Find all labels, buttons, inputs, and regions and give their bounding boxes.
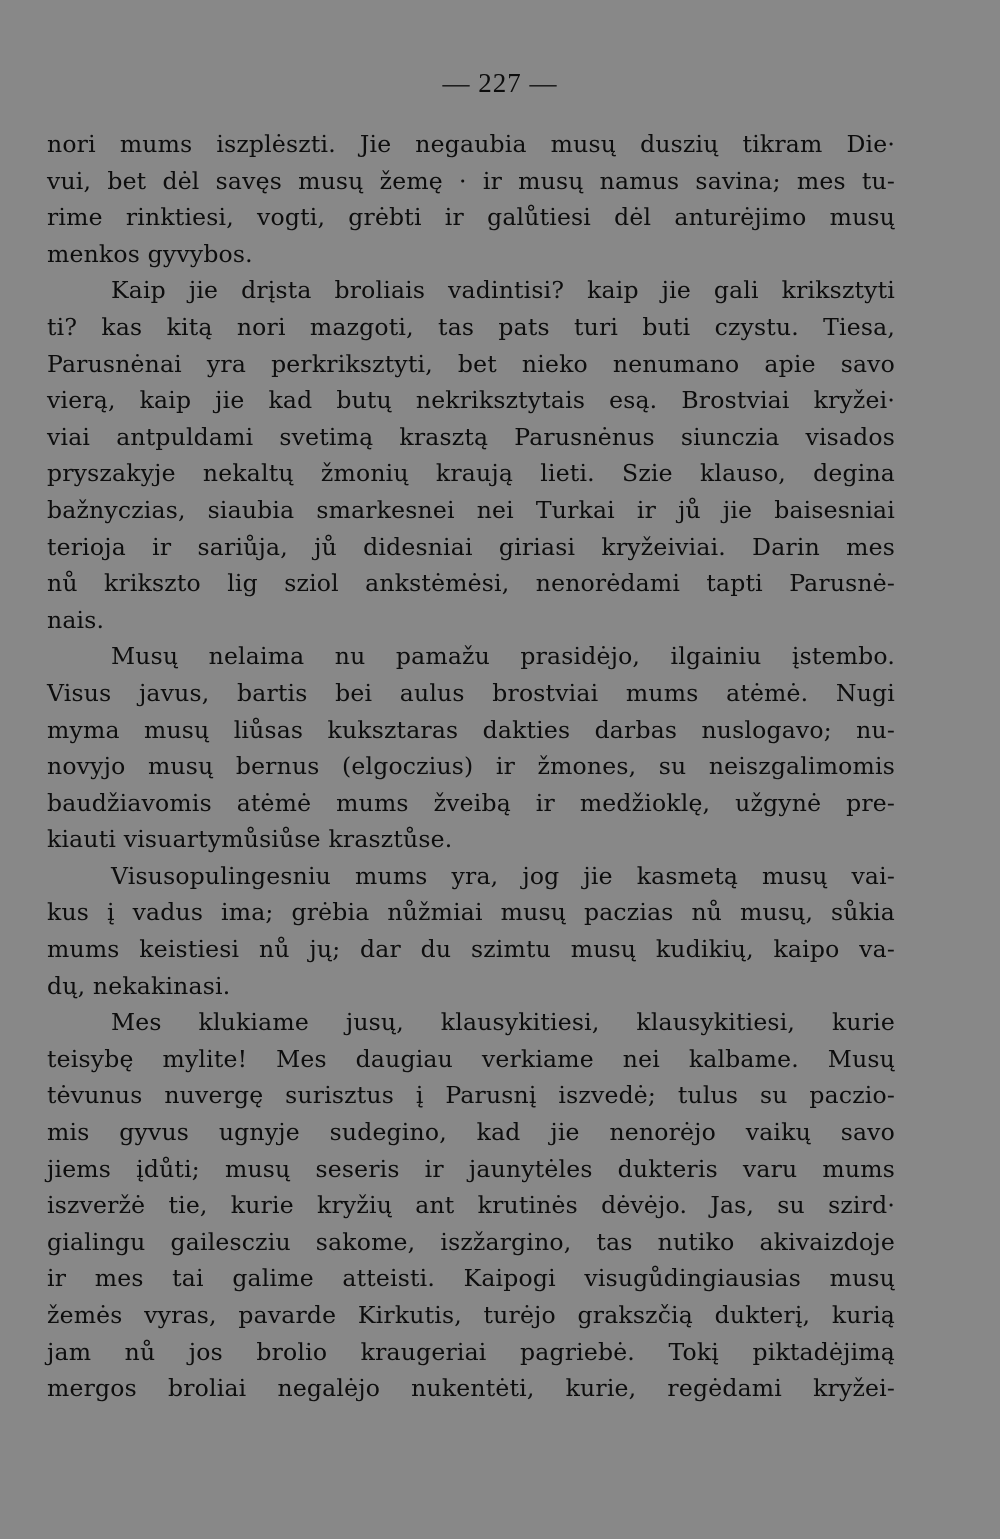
text-line: Visus javus, bartis bei aulus brostviai mums atėmė. Nugi <box>47 678 895 707</box>
text-line: tėvunus nuvergę surisztus į Parusnį iszvedė; tulus su paczio- <box>47 1081 895 1110</box>
text-line: viai antpuldami svetimą krasztą Parusnėnus siunczia visados <box>47 422 895 451</box>
text-line: menkos gyvybos. <box>47 239 253 268</box>
text-line: mis gyvus ugnyje sudegino, kad jie nenorėjo vaikų savo <box>47 1118 895 1147</box>
text-line: iszveržė tie, kurie kryžių ant krutinės dėvėjo. Jas, su szird· <box>47 1191 895 1220</box>
text-line: jam nů jos brolio kraugeriai pagriebė. Tokį piktadėjimą <box>47 1337 895 1366</box>
text-line: teisybę mylite! Mes daugiau verkiame nei kalbame. Musų <box>47 1044 895 1073</box>
text-line: Mes klukiame jusų, klausykitiesi, klausykitiesi, kurie <box>111 1008 895 1037</box>
text-line: novyjo musų bernus (elgoczius) ir žmones, su neiszgalimomis <box>47 752 895 781</box>
text-line: pryszakyje nekaltų žmonių kraują lieti. Szie klauso, degina <box>47 459 895 488</box>
text-line: vui, bet dėl savęs musų žemę · ir musų namus savina; mes tu- <box>47 166 895 195</box>
text-line: ir mes tai galime atteisti. Kaipogi visugůdingiausias musų <box>47 1264 895 1293</box>
text-line: nů kriksztо lig sziol ankstėmėsi, nenorėdami tapti Parusnė- <box>47 569 895 598</box>
text-line: ti? kas kitą nori mazgoti, tas pats turi buti czystu. Tiesa, <box>47 312 895 341</box>
text-line: gialingu gailesczіu sakome, iszžargino, tas nutiko akivaizdoje <box>47 1227 895 1256</box>
page-text <box>47 126 895 1407</box>
text-line: baudžiavomis atėmė mums žveibą ir medžioklę, užgynė pre- <box>47 788 895 817</box>
text-line: myma musų liůsas kuksztaras dakties darbas nuslogavo; nu- <box>47 715 895 744</box>
text-line: žemės vyras, pavarde Kirkutis, turėjo grakszčią dukterį, kurią <box>47 1301 895 1329</box>
text-line: rime rinktiesi, vogti, grėbti ir galůtiesi dėl anturėjimo musų <box>47 203 895 232</box>
text-line: mums keistiesi nů jų; dar du szimtu musų kudikių, kaipo va- <box>47 935 895 964</box>
text-line: mergos broliai negalėjo nukentėti, kurie, regėdami kryžei- <box>47 1374 895 1403</box>
text-line: kus į vadus ima; grėbia nůžmiai musų paczias nů musų, sůkia <box>47 898 895 927</box>
text-line: Musų nelaima nu pamažu prasidėjo, ilgainiu įstembo. <box>111 642 895 671</box>
text-line: Parusnėnai yra perkriksztyti, bet nieko nenumano apie savo <box>47 349 895 378</box>
text-line: Visusopulingesniu mums yra, jog jie kasmetą musų vai- <box>111 861 895 890</box>
text-line: nori mums iszplėszti. Jie negaubia musų duszių tikram Die· <box>47 130 895 158</box>
text-line: jiems įdůti; musų seseris ir jaunytėles dukteris varu mums <box>47 1154 895 1183</box>
text-line: terioja ir sariůja, jů didesniai giriasi kryžeiviai. Darin mes <box>47 532 895 561</box>
text-line: dų, nekakinasi. <box>47 971 231 1000</box>
text-line: nais. <box>47 605 105 634</box>
text-line: kiauti visuartymůsiůse krasztůse. <box>47 825 453 854</box>
page-number: — 227 — <box>442 68 558 98</box>
text-line: Kaip jie drįsta broliais vadintisi? kaip jie gali kriksztyti <box>111 276 895 305</box>
text-line: bažnyczias, siaubia smarkesnei nei Turkai ir jů jie baisesniai <box>47 495 895 524</box>
text-line: vierą, kaip jie kad butų nekriksztytais esą. Brostviai kryžei· <box>47 386 895 415</box>
